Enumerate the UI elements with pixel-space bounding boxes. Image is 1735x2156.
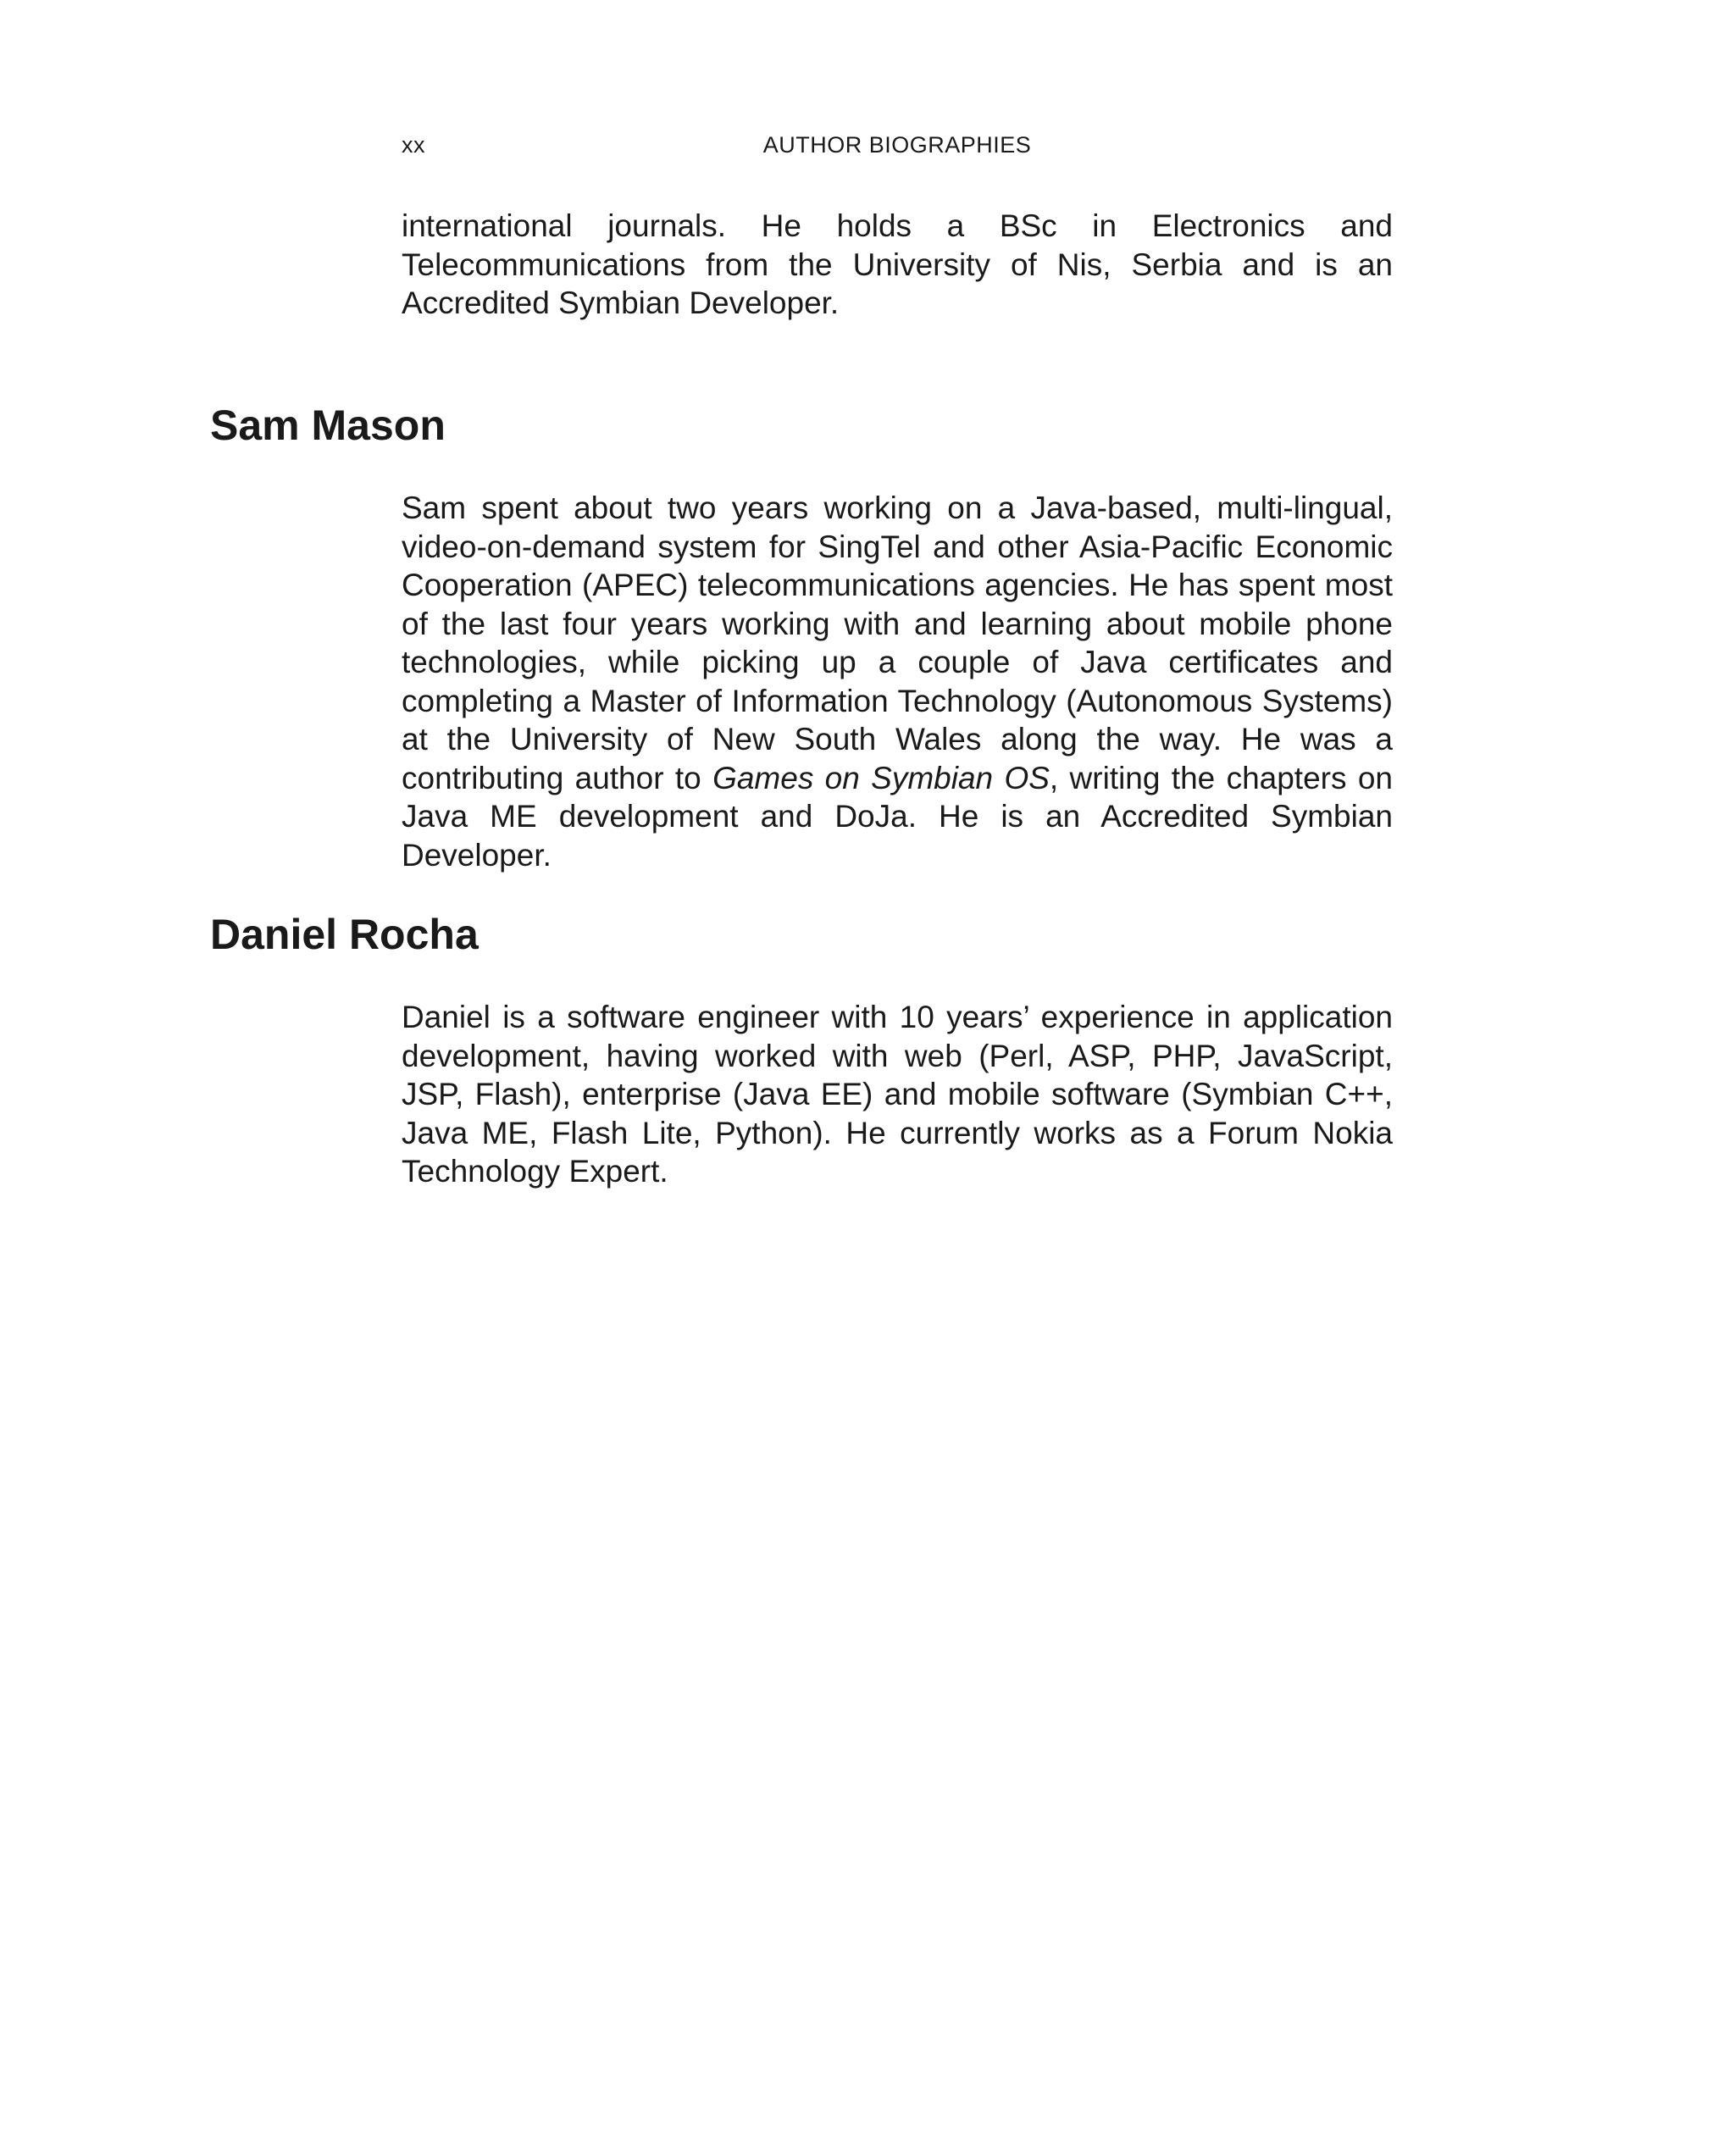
running-head	[402, 132, 1393, 166]
page-number: xx	[402, 132, 425, 158]
author-bio-daniel-rocha: Daniel is a software engineer with 10 years’ experience in application development, having worked with web (Perl, ASP, PHP, JavaScript, JSP, Flash), enterprise (Java EE) and mobile software (Symbian C++, Java ME, Flash Lite, Python). He currently works as a Forum Nokia Technology Expert.	[402, 1000, 1393, 1189]
running-head-title: AUTHOR BIOGRAPHIES	[762, 132, 1032, 158]
bio-text: Sam spent about two years working on a Java-based, multi-lingual, video-on-demand system for SingTel and other Asia-Pacific Economic Cooperation (APEC) telecommunications agencies. He has spent most of the last four years working with and learning about mobile phone technologies, while picking up a couple of Java certificates and completing a Master of Information Technology (Autonomous Systems) at the University of New South Wales along the way. He was a contributing author to	[402, 491, 1393, 795]
author-bio-sam-mason	[402, 489, 1393, 874]
bio-text: , writing the chapters on Java ME development and DoJa. He is an Accredited Symbian Developer.	[402, 760, 1393, 873]
book-title: Games on Symbian OS	[712, 760, 1050, 795]
author-name-daniel-rocha: Daniel Rocha	[210, 911, 479, 958]
continued-paragraph: international journals. He holds a BSc in Electronics and Telecommunications from the University of Nis, Serbia and is an Accredited Symbian Developer.	[402, 208, 1393, 320]
author-name-sam-mason: Sam Mason	[210, 402, 446, 449]
